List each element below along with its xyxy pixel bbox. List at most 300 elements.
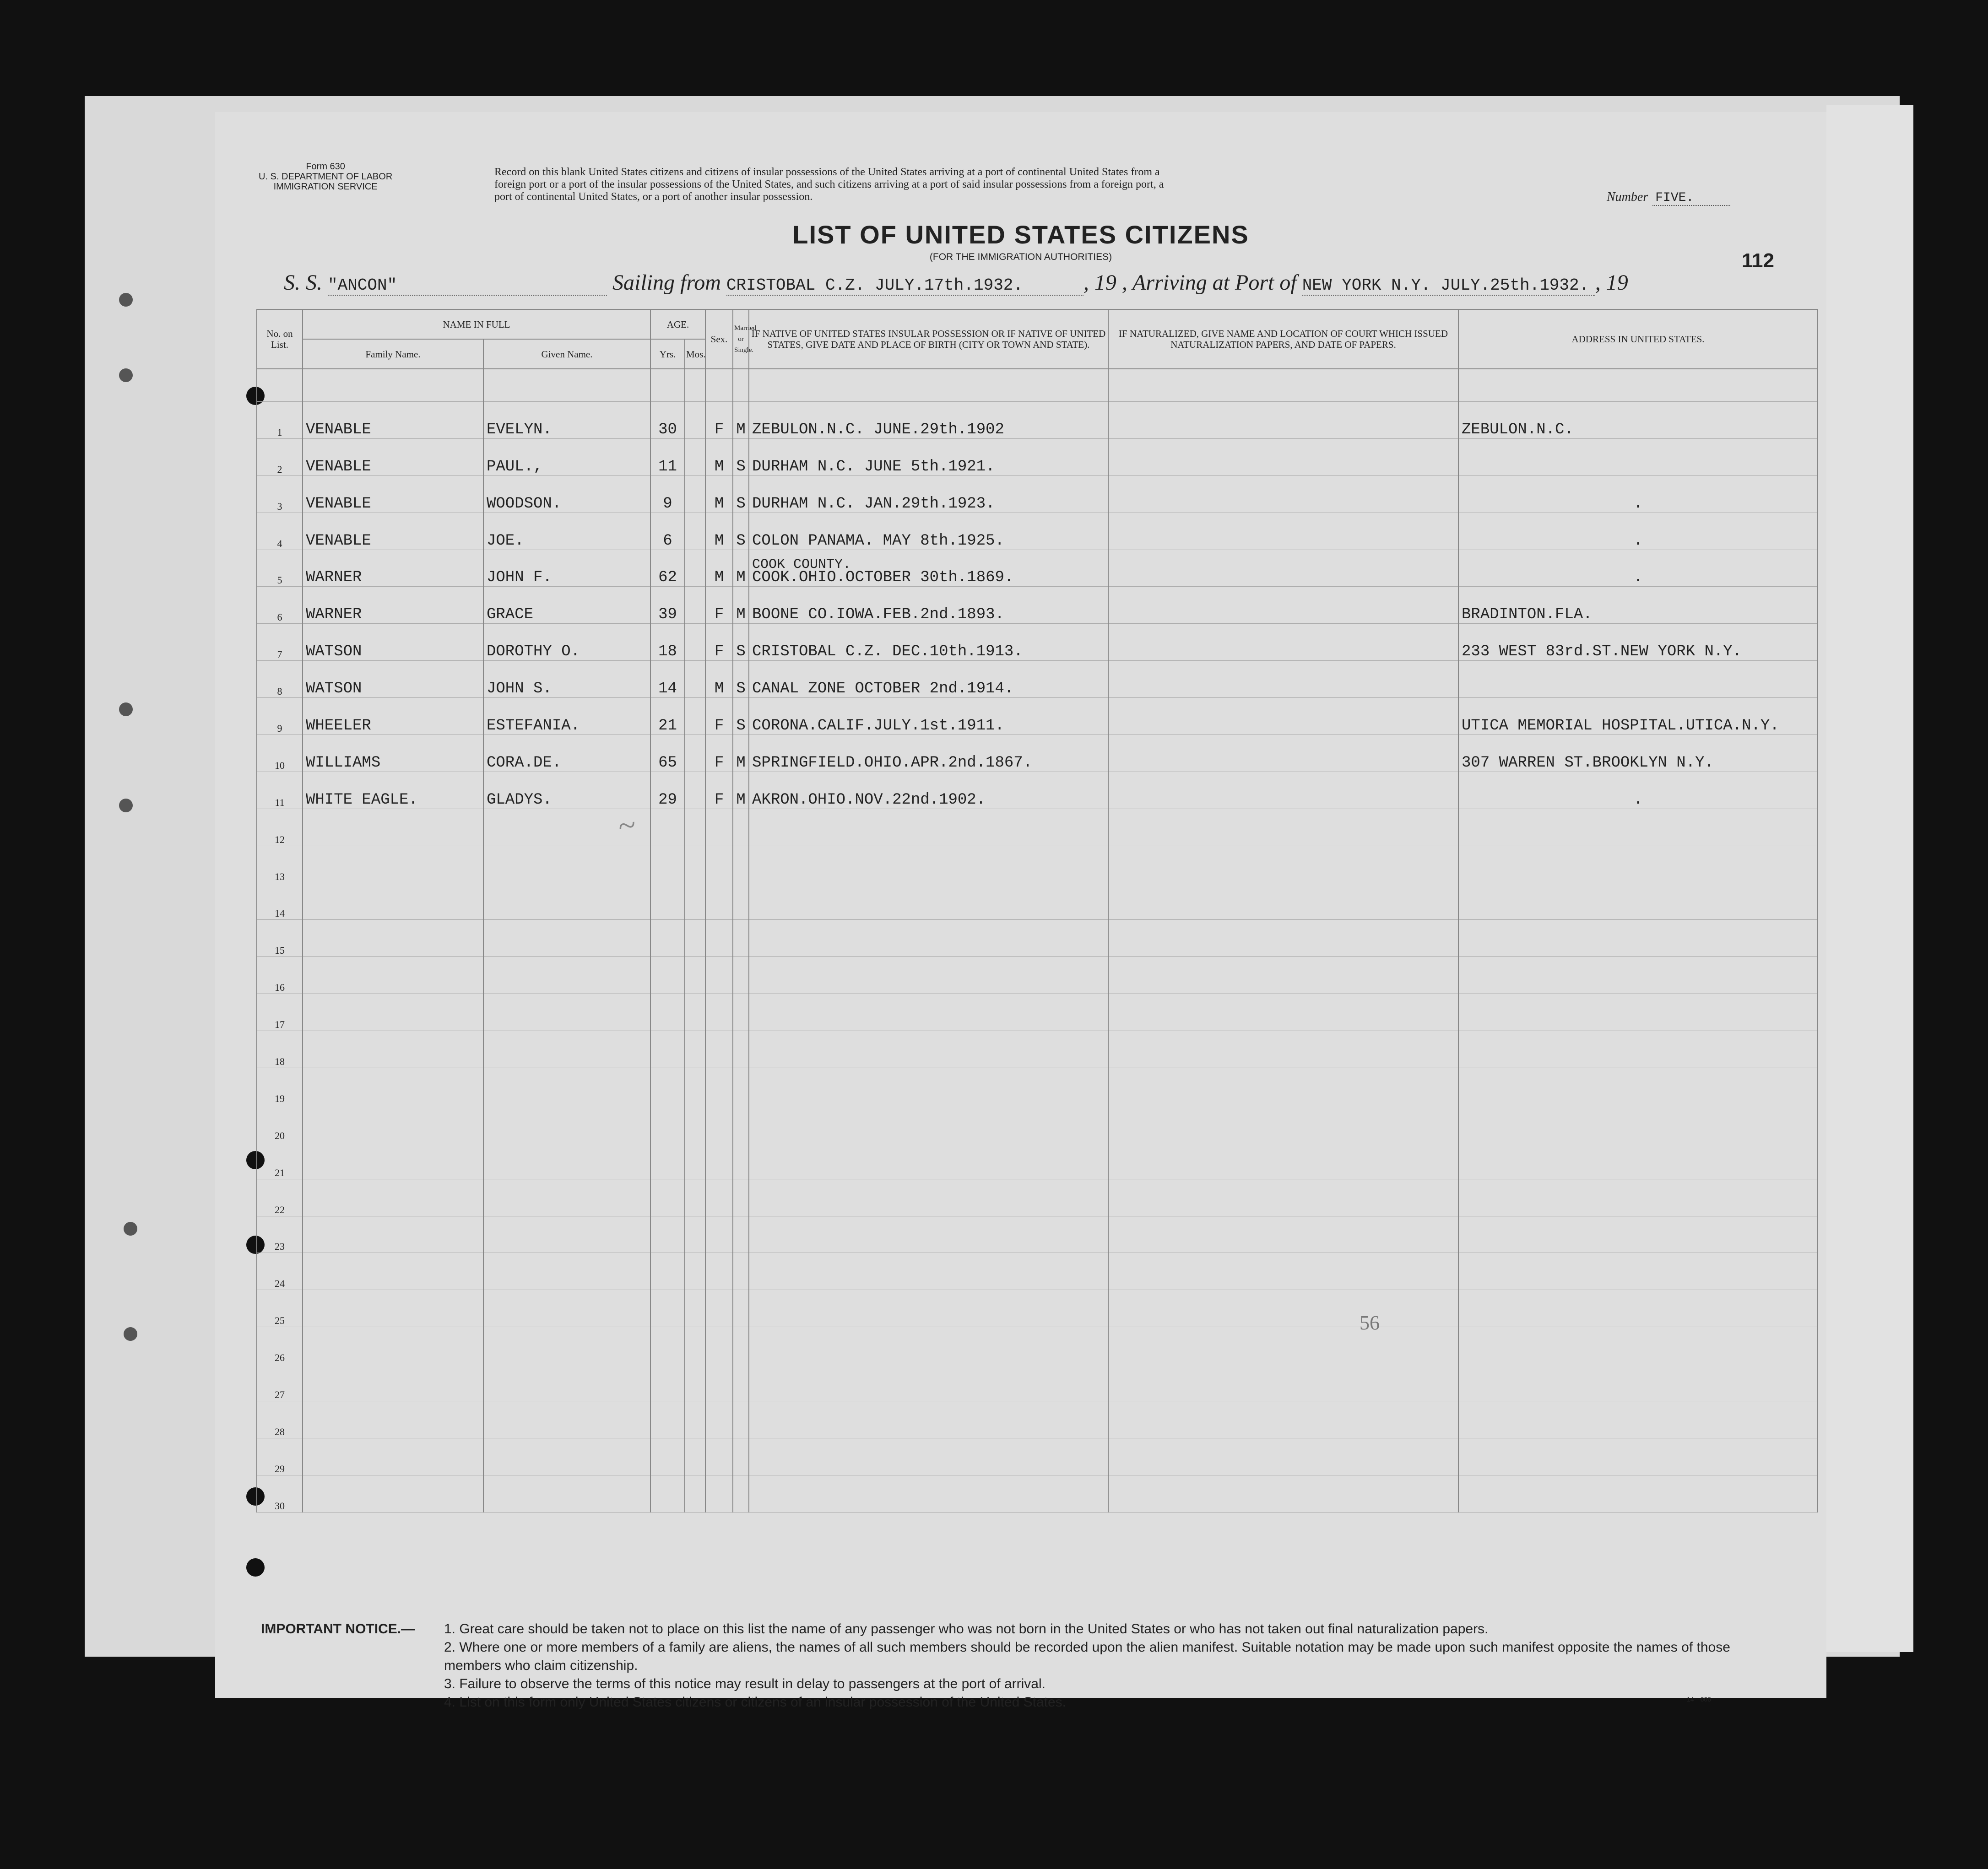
age-years-cell xyxy=(650,957,685,994)
record-instructions xyxy=(494,166,1753,203)
naturalization-cell xyxy=(1108,1290,1458,1327)
given-name-cell xyxy=(483,1216,650,1253)
row-number: 14 xyxy=(257,883,303,920)
naturalization-cell xyxy=(1108,735,1458,772)
sex-cell xyxy=(705,1068,733,1105)
family-name-cell xyxy=(303,1475,483,1512)
family-name-cell xyxy=(303,1290,483,1327)
given-name-cell xyxy=(483,1105,650,1142)
sex-cell: F xyxy=(705,587,733,624)
naturalization-cell xyxy=(1108,661,1458,698)
arriving-label: , Arriving at Port of xyxy=(1121,270,1297,295)
age-years-cell: 9 xyxy=(650,475,685,513)
row-number: 30 xyxy=(257,1475,303,1512)
given-name-cell xyxy=(483,957,650,994)
age-years-cell xyxy=(650,809,685,846)
given-name-cell xyxy=(483,1253,650,1290)
age-years-cell: 11 xyxy=(650,438,685,475)
naturalization-cell xyxy=(1108,772,1458,809)
naturalization-cell xyxy=(1108,1105,1458,1142)
sex-cell xyxy=(705,1438,733,1475)
row-number: 5 xyxy=(257,550,303,587)
row-number: 1 xyxy=(257,402,303,439)
sex-cell xyxy=(705,994,733,1031)
table-row xyxy=(257,438,1818,475)
age-years-cell xyxy=(650,1031,685,1068)
family-name-cell xyxy=(303,920,483,957)
col-header-yrs: Yrs. xyxy=(650,339,685,369)
naturalization-cell xyxy=(1108,1401,1458,1438)
naturalization-cell xyxy=(1108,1364,1458,1401)
address-cell xyxy=(1458,1105,1818,1142)
sex-cell: F xyxy=(705,772,733,809)
sex-cell xyxy=(705,846,733,883)
family-name-cell: WARNER xyxy=(303,587,483,624)
marital-status-cell: M xyxy=(733,735,749,772)
row-number: 7 xyxy=(257,624,303,661)
address-cell xyxy=(1458,1068,1818,1105)
manifest-page xyxy=(215,112,1826,1710)
address-cell xyxy=(1458,1216,1818,1253)
address-cell: 233 WEST 83rd.ST.NEW YORK N.Y. xyxy=(1458,624,1818,661)
address-cell xyxy=(1458,1253,1818,1290)
birth-cell xyxy=(749,1142,1108,1179)
birth-text: COOK.OHIO.OCTOBER 30th.1869. xyxy=(752,569,1014,587)
family-name-cell: VENABLE xyxy=(303,402,483,439)
table-row xyxy=(257,957,1818,994)
col-header-no: No. on List. xyxy=(257,309,303,369)
row-number: 10 xyxy=(257,735,303,772)
family-name-cell xyxy=(303,809,483,846)
age-years-cell xyxy=(650,1290,685,1327)
given-name-cell xyxy=(483,1401,650,1438)
birth-cell: DURHAM N.C. JAN.29th.1923. xyxy=(749,475,1108,513)
address-cell xyxy=(1458,1142,1818,1179)
age-years-cell xyxy=(650,994,685,1031)
table-row xyxy=(257,735,1818,772)
age-years-cell xyxy=(650,1475,685,1512)
marital-status-cell xyxy=(733,1364,749,1401)
given-name-cell: ESTEFANIA. xyxy=(483,698,650,735)
table-row xyxy=(257,1179,1818,1216)
age-years-cell: 29 xyxy=(650,772,685,809)
address-cell: ZEBULON.N.C. xyxy=(1458,402,1818,439)
birth-cell xyxy=(749,1068,1108,1105)
address-cell xyxy=(1458,661,1818,698)
given-name-cell xyxy=(483,1142,650,1179)
page-subtitle: (FOR THE IMMIGRATION AUTHORITIES) xyxy=(929,252,1112,262)
address-cell: UTICA MEMORIAL HOSPITAL.UTICA.N.Y. xyxy=(1458,698,1818,735)
age-years-cell: 39 xyxy=(650,587,685,624)
sailing-from: CRISTOBAL C.Z. JULY.17th.1932. xyxy=(726,276,1083,296)
age-years-cell xyxy=(650,1142,685,1179)
table-row xyxy=(257,402,1818,439)
row-number: 28 xyxy=(257,1401,303,1438)
naturalization-cell xyxy=(1108,846,1458,883)
age-months-cell xyxy=(685,1475,705,1512)
age-years-cell xyxy=(650,1327,685,1364)
family-name-cell: WHEELER xyxy=(303,698,483,735)
age-months-cell xyxy=(685,1105,705,1142)
form-code: 14—606 xyxy=(1687,1696,1711,1703)
age-months-cell xyxy=(685,1216,705,1253)
naturalization-cell xyxy=(1108,1142,1458,1179)
naturalization-cell xyxy=(1108,1475,1458,1512)
family-name-cell: VENABLE xyxy=(303,513,483,550)
notice-item: 1. Great care should be taken not to place on this list the name of any passenger who was not born in the United States or who has not taken out final naturalization papers. xyxy=(444,1621,1489,1637)
age-months-cell xyxy=(685,1031,705,1068)
birth-cell xyxy=(749,1438,1108,1475)
sex-cell xyxy=(705,1142,733,1179)
age-years-cell: 14 xyxy=(650,661,685,698)
age-months-cell xyxy=(685,772,705,809)
birth-cell xyxy=(749,1216,1108,1253)
address-cell xyxy=(1458,846,1818,883)
marital-status-cell: M xyxy=(733,550,749,587)
sex-cell: M xyxy=(705,550,733,587)
table-row xyxy=(257,1068,1818,1105)
row-number: 20 xyxy=(257,1105,303,1142)
sex-cell xyxy=(705,1179,733,1216)
given-name-cell: CORA.DE. xyxy=(483,735,650,772)
marital-status-cell: M xyxy=(733,587,749,624)
sex-cell xyxy=(705,1031,733,1068)
family-name-cell xyxy=(303,1253,483,1290)
age-months-cell xyxy=(685,1438,705,1475)
table-row xyxy=(257,1031,1818,1068)
age-months-cell xyxy=(685,735,705,772)
sex-cell xyxy=(705,1364,733,1401)
marital-status-cell xyxy=(733,1401,749,1438)
marital-status-cell xyxy=(733,1327,749,1364)
birth-cell xyxy=(749,883,1108,920)
age-years-cell: 62 xyxy=(650,550,685,587)
binder-hole-icon xyxy=(119,702,133,716)
family-name-cell xyxy=(303,1401,483,1438)
sex-cell xyxy=(705,1105,733,1142)
marital-status-cell xyxy=(733,1438,749,1475)
passenger-table xyxy=(256,309,1818,1512)
address-cell xyxy=(1458,438,1818,475)
table-row xyxy=(257,624,1818,661)
record-line: foreign port or a port of the insular possessions of the United States, and such citizens arriving at a port of said insular possessions from a foreign port, a xyxy=(494,178,1164,190)
table-row xyxy=(257,587,1818,624)
age-years-cell xyxy=(650,1216,685,1253)
year-label: , 19 xyxy=(1083,270,1116,295)
marital-status-cell: S xyxy=(733,475,749,513)
table-row xyxy=(257,920,1818,957)
table-row xyxy=(257,994,1818,1031)
table-row xyxy=(257,698,1818,735)
birth-cell xyxy=(749,1253,1108,1290)
page-number: 112 xyxy=(1742,249,1774,272)
birth-cell: BOONE CO.IOWA.FEB.2nd.1893. xyxy=(749,587,1108,624)
marital-status-cell xyxy=(733,1290,749,1327)
birth-cell: DURHAM N.C. JUNE 5th.1921. xyxy=(749,438,1108,475)
sex-cell xyxy=(705,809,733,846)
row-number: 8 xyxy=(257,661,303,698)
family-name-cell: WARNER xyxy=(303,550,483,587)
family-name-cell: WATSON xyxy=(303,624,483,661)
age-months-cell xyxy=(685,1068,705,1105)
number-label: Number xyxy=(1607,190,1648,204)
address-cell xyxy=(1458,994,1818,1031)
row-number: 13 xyxy=(257,846,303,883)
sex-cell: M xyxy=(705,438,733,475)
given-name-cell xyxy=(483,1179,650,1216)
given-name-cell: GRACE xyxy=(483,587,650,624)
family-name-cell: WATSON xyxy=(303,661,483,698)
age-months-cell xyxy=(685,1253,705,1290)
birth-cell xyxy=(749,846,1108,883)
age-months-cell xyxy=(685,1401,705,1438)
naturalization-cell xyxy=(1108,1253,1458,1290)
table-row xyxy=(257,1364,1818,1401)
row-number: 16 xyxy=(257,957,303,994)
sex-cell xyxy=(705,1401,733,1438)
naturalization-cell xyxy=(1108,513,1458,550)
table-row xyxy=(257,772,1818,809)
binder-hole-icon xyxy=(124,1222,137,1236)
col-header-given: Given Name. xyxy=(483,339,650,369)
age-years-cell xyxy=(650,1401,685,1438)
given-name-cell xyxy=(483,1068,650,1105)
address-cell xyxy=(1458,809,1818,846)
notice-label: IMPORTANT NOTICE.— xyxy=(261,1621,415,1637)
age-months-cell xyxy=(685,698,705,735)
birth-cell xyxy=(749,1290,1108,1327)
col-header-birth: IF NATIVE OF UNITED STATES INSULAR POSSESSION OR IF NATIVE OF UNITED STATES, GIVE DATE AND PLACE OF BIRTH (CITY OR TOWN AND STATE). xyxy=(749,309,1108,369)
row-number: 23 xyxy=(257,1216,303,1253)
binder-hole-icon xyxy=(124,1327,137,1341)
age-months-cell xyxy=(685,957,705,994)
address-cell xyxy=(1458,1364,1818,1401)
birth-cell: CRISTOBAL C.Z. DEC.10th.1913. xyxy=(749,624,1108,661)
naturalization-cell xyxy=(1108,1068,1458,1105)
family-name-cell xyxy=(303,1105,483,1142)
given-name-cell: JOHN S. xyxy=(483,661,650,698)
marital-status-cell xyxy=(733,994,749,1031)
marital-status-cell: S xyxy=(733,698,749,735)
age-months-cell xyxy=(685,475,705,513)
family-name-cell: WILLIAMS xyxy=(303,735,483,772)
marital-status-cell xyxy=(733,1068,749,1105)
age-years-cell xyxy=(650,1179,685,1216)
address-cell xyxy=(1458,1290,1818,1327)
age-years-cell xyxy=(650,1253,685,1290)
birth-cell: AKRON.OHIO.NOV.22nd.1902. xyxy=(749,772,1108,809)
age-months-cell xyxy=(685,1364,705,1401)
family-name-cell xyxy=(303,1364,483,1401)
form-identifier xyxy=(259,162,392,192)
family-name-cell: VENABLE xyxy=(303,438,483,475)
row-number: 15 xyxy=(257,920,303,957)
table-row xyxy=(257,1290,1818,1327)
notice-item: 3. Failure to observe the terms of this notice may result in delay to passengers at the port of arrival. xyxy=(444,1676,1045,1691)
table-row xyxy=(257,1105,1818,1142)
col-header-married: Married or Single. xyxy=(733,309,749,369)
address-cell: . xyxy=(1458,475,1818,513)
record-line: port of continental United States, or a port of another insular possession. xyxy=(494,191,813,203)
age-months-cell xyxy=(685,1290,705,1327)
binder-hole-icon xyxy=(119,799,133,812)
service-name: IMMIGRATION SERVICE xyxy=(273,182,378,192)
given-name-cell: PAUL., xyxy=(483,438,650,475)
birth-cell xyxy=(749,920,1108,957)
notice-item: 2. Where one or more members of a family are aliens, the names of all such members should be recorded upon the alien manifest. Suitable notation may be made upon such manifest opposite the names of those members who claim citizenship. xyxy=(444,1640,1730,1673)
table-row xyxy=(257,550,1818,587)
family-name-cell xyxy=(303,1438,483,1475)
birth-cell xyxy=(749,1105,1108,1142)
address-cell xyxy=(1458,1401,1818,1438)
age-months-cell xyxy=(685,1142,705,1179)
marital-status-cell xyxy=(733,809,749,846)
given-name-cell xyxy=(483,1327,650,1364)
row-number: 12 xyxy=(257,809,303,846)
col-header-age: AGE. xyxy=(650,309,705,339)
birth-cell xyxy=(749,1031,1108,1068)
given-name-cell: EVELYN. xyxy=(483,402,650,439)
family-name-cell xyxy=(303,1031,483,1068)
sex-cell xyxy=(705,1327,733,1364)
address-cell: . xyxy=(1458,550,1818,587)
naturalization-cell xyxy=(1108,809,1458,846)
family-name-cell xyxy=(303,1142,483,1179)
age-years-cell: 18 xyxy=(650,624,685,661)
family-name-cell: WHITE EAGLE. xyxy=(303,772,483,809)
col-header-address: ADDRESS IN UNITED STATES. xyxy=(1458,309,1818,369)
birth-cell: CORONA.CALIF.JULY.1st.1911. xyxy=(749,698,1108,735)
age-months-cell xyxy=(685,587,705,624)
binder-hole-icon xyxy=(119,293,133,307)
table-row xyxy=(257,1401,1818,1438)
number-value: FIVE. xyxy=(1652,191,1730,206)
table-row xyxy=(257,1253,1818,1290)
given-name-cell xyxy=(483,883,650,920)
birth-cell xyxy=(749,994,1108,1031)
marital-status-cell: S xyxy=(733,513,749,550)
row-number: 24 xyxy=(257,1253,303,1290)
address-cell: BRADINTON.FLA. xyxy=(1458,587,1818,624)
address-cell xyxy=(1458,1327,1818,1364)
table-row xyxy=(257,1475,1818,1512)
year-label: , 19 xyxy=(1595,270,1628,295)
row-number: 25 xyxy=(257,1290,303,1327)
address-cell xyxy=(1458,1438,1818,1475)
sex-cell xyxy=(705,957,733,994)
row-number: 27 xyxy=(257,1364,303,1401)
address-cell xyxy=(1458,1475,1818,1512)
col-header-sex: Sex. xyxy=(705,309,733,369)
row-number: 29 xyxy=(257,1438,303,1475)
sex-cell: F xyxy=(705,735,733,772)
given-name-cell xyxy=(483,1290,650,1327)
marital-status-cell xyxy=(733,1105,749,1142)
address-cell: . xyxy=(1458,513,1818,550)
row-number: 17 xyxy=(257,994,303,1031)
sex-cell: M xyxy=(705,661,733,698)
naturalization-cell xyxy=(1108,1216,1458,1253)
given-name-cell: DOROTHY O. xyxy=(483,624,650,661)
sex-cell xyxy=(705,1290,733,1327)
table-row xyxy=(257,513,1818,550)
table-row xyxy=(257,1142,1818,1179)
family-name-cell xyxy=(303,957,483,994)
birth-cell xyxy=(749,1364,1108,1401)
age-months-cell xyxy=(685,624,705,661)
list-number xyxy=(1607,190,1730,205)
marital-status-cell xyxy=(733,1142,749,1179)
naturalization-cell xyxy=(1108,920,1458,957)
marital-status-cell xyxy=(733,1179,749,1216)
age-years-cell: 65 xyxy=(650,735,685,772)
age-months-cell xyxy=(685,846,705,883)
passenger-rows xyxy=(257,369,1818,1512)
background-sheet-edge xyxy=(1826,105,1913,1652)
table-row xyxy=(257,661,1818,698)
naturalization-cell xyxy=(1108,475,1458,513)
punch-hole-icon xyxy=(246,1558,265,1577)
family-name-cell: VENABLE xyxy=(303,475,483,513)
age-years-cell: 6 xyxy=(650,513,685,550)
age-months-cell xyxy=(685,438,705,475)
age-years-cell: 21 xyxy=(650,698,685,735)
naturalization-cell xyxy=(1108,402,1458,439)
col-header-family: Family Name. xyxy=(303,339,483,369)
age-years-cell xyxy=(650,1068,685,1105)
birth-cell xyxy=(749,550,1108,587)
marital-status-cell xyxy=(733,1475,749,1512)
table-row xyxy=(257,883,1818,920)
row-number: 21 xyxy=(257,1142,303,1179)
address-cell xyxy=(1458,883,1818,920)
row-number: 18 xyxy=(257,1031,303,1068)
age-months-cell xyxy=(685,809,705,846)
page-title: LIST OF UNITED STATES CITIZENS xyxy=(792,220,1249,249)
ship-line xyxy=(284,270,1628,296)
row-number: 26 xyxy=(257,1327,303,1364)
birth-cell: ZEBULON.N.C. JUNE.29th.1902 xyxy=(749,402,1108,439)
row-number: 11 xyxy=(257,772,303,809)
department-name: U. S. DEPARTMENT OF LABOR xyxy=(259,172,393,182)
row-number: 9 xyxy=(257,698,303,735)
marital-status-cell: S xyxy=(733,661,749,698)
birth-cell: COLON PANAMA. MAY 8th.1925. xyxy=(749,513,1108,550)
col-header-naturalized: IF NATURALIZED, GIVE NAME AND LOCATION OF COURT WHICH ISSUED NATURALIZATION PAPERS, AND DATE OF PAPERS. xyxy=(1108,309,1458,369)
handwritten-signature: ~ xyxy=(615,807,638,845)
address-cell xyxy=(1458,1179,1818,1216)
family-name-cell xyxy=(303,846,483,883)
given-name-cell xyxy=(483,920,650,957)
marital-status-cell: M xyxy=(733,772,749,809)
given-name-cell xyxy=(483,1031,650,1068)
family-name-cell xyxy=(303,1327,483,1364)
naturalization-cell xyxy=(1108,883,1458,920)
age-years-cell xyxy=(650,920,685,957)
naturalization-cell xyxy=(1108,1179,1458,1216)
naturalization-cell xyxy=(1108,1327,1458,1364)
table-row xyxy=(257,1216,1818,1253)
row-number: 3 xyxy=(257,475,303,513)
marital-status-cell xyxy=(733,957,749,994)
family-name-cell xyxy=(303,1068,483,1105)
naturalization-cell xyxy=(1108,994,1458,1031)
age-months-cell xyxy=(685,402,705,439)
age-months-cell xyxy=(685,1179,705,1216)
age-years-cell xyxy=(650,1105,685,1142)
given-name-cell xyxy=(483,1438,650,1475)
row-number: 6 xyxy=(257,587,303,624)
